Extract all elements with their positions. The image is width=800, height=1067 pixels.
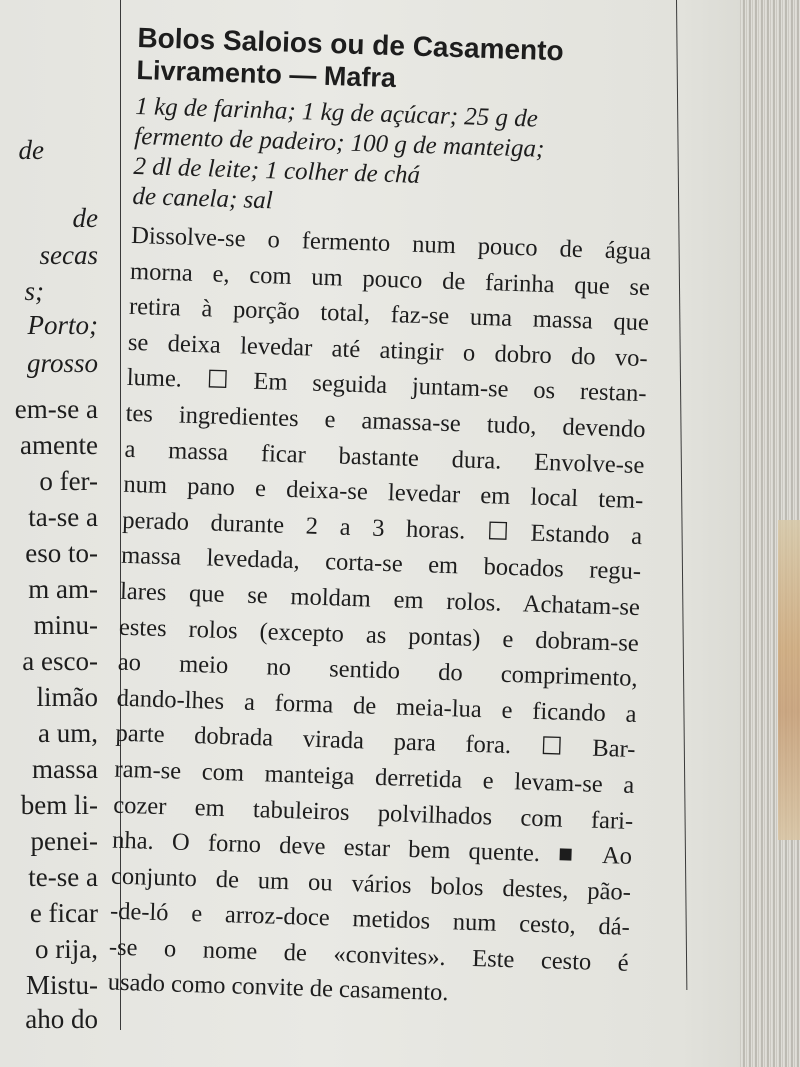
ingredients-line: 1 kg de farinha; 1 kg de açúcar; 25 g de — [134, 92, 539, 133]
left-column-fragment: de — [72, 203, 98, 233]
method-line: parte dobrada virada para fora. ☐ Bar- — [115, 719, 636, 764]
left-column-fragment: secas — [39, 240, 98, 270]
method-line: lares que se moldam em rolos. Achatam-se — [119, 577, 641, 621]
left-column-fragment: Porto; — [27, 310, 98, 340]
left-column-fragment: o fer- — [39, 466, 98, 496]
left-column-fragment: te-se a — [28, 862, 98, 892]
method-line: morna e, com um pouco de farinha que se — [129, 257, 651, 301]
method-line: lume. ☐ Em seguida juntam-se os restan- — [126, 364, 647, 408]
ingredients-line: fermento de padeiro; 100 g de manteiga; — [133, 122, 545, 163]
left-column-fragment: a esco- — [22, 646, 98, 676]
left-column-fragment: s; — [24, 276, 44, 306]
left-column-fragment: amente — [20, 430, 98, 460]
method-line: Dissolve-se o fermento num pouco de água — [130, 221, 652, 266]
book-edge-stain — [778, 520, 800, 840]
left-column-fragment: a um, — [38, 718, 98, 748]
left-column-fragment: minu- — [33, 610, 98, 640]
left-column-fragment: aho do — [25, 1004, 98, 1034]
recipe-title: Bolos Saloios ou de Casamento — [137, 22, 565, 67]
method-line: perado durante 2 a 3 horas. ☐ Estando a — [121, 506, 643, 550]
left-column-fragment: limão — [36, 682, 98, 712]
method-line: massa levedada, corta-se em bocados regu- — [120, 542, 642, 586]
left-column-fragment: massa — [32, 754, 98, 784]
method-line: cozer em tabuleiros polvilhados com fari- — [112, 791, 634, 835]
method-line: estes rolos (excepto as pontas) e dobram-se — [118, 613, 640, 657]
method-line: se deixa levedar até atingir o dobro do vo- — [127, 328, 649, 372]
method-line: a massa ficar bastante dura. Envolve-se — [124, 435, 645, 479]
column-rule-right — [676, 0, 687, 990]
left-column-fragment: ta-se a — [28, 502, 98, 532]
left-column-fragment: e ficar — [29, 898, 98, 928]
left-column-fragment: Mistu- — [25, 970, 98, 1000]
left-column-fragment: bem li- — [20, 790, 98, 820]
method-line: dando-lhes a forma de meia-lua e ficando a — [116, 684, 637, 728]
left-column-fragment: de — [18, 135, 44, 165]
left-column-fragment: o rija, — [35, 934, 98, 964]
left-column-fragment: grosso — [26, 348, 98, 378]
left-column-fragment: penei- — [30, 826, 98, 856]
ingredients-line: 2 dl de leite; 1 colher de chá — [133, 152, 421, 189]
method-line: num pano e deixa-se levedar em local tem- — [123, 470, 644, 515]
method-text — [107, 218, 651, 1017]
method-line: usado como convite de casamento. — [107, 969, 449, 1007]
left-column-fragment: eso to- — [25, 538, 98, 568]
method-line: -de-ló e arroz-doce metidos num cesto, dá- — [109, 897, 631, 942]
method-line: tes ingredientes e amassa-se tudo, devendo — [125, 399, 646, 444]
method-line: ao meio no sentido do comprimento, — [117, 648, 639, 693]
method-line: conjunto de um ou vários bolos destes, pão- — [110, 862, 632, 906]
left-column-fragment: m am- — [28, 574, 98, 604]
method-line: nha. O forno deve estar bem quente. ■ Ao — [111, 826, 633, 871]
method-line: ram-se com manteiga derretida e levam-se a — [114, 755, 635, 799]
ingredients-line: de canela; sal — [132, 182, 274, 215]
recipe-origin: Livramento — Mafra — [136, 54, 397, 94]
left-column-cropped-text — [0, 0, 104, 1067]
method-line: -se o nome de «convites». Este cesto é — [108, 933, 630, 977]
left-column-fragment: em-se a — [14, 394, 98, 424]
recipe-block — [107, 22, 657, 1017]
ingredients-list — [132, 92, 656, 228]
method-line: retira à porção total, faz-se uma massa que — [128, 293, 650, 337]
